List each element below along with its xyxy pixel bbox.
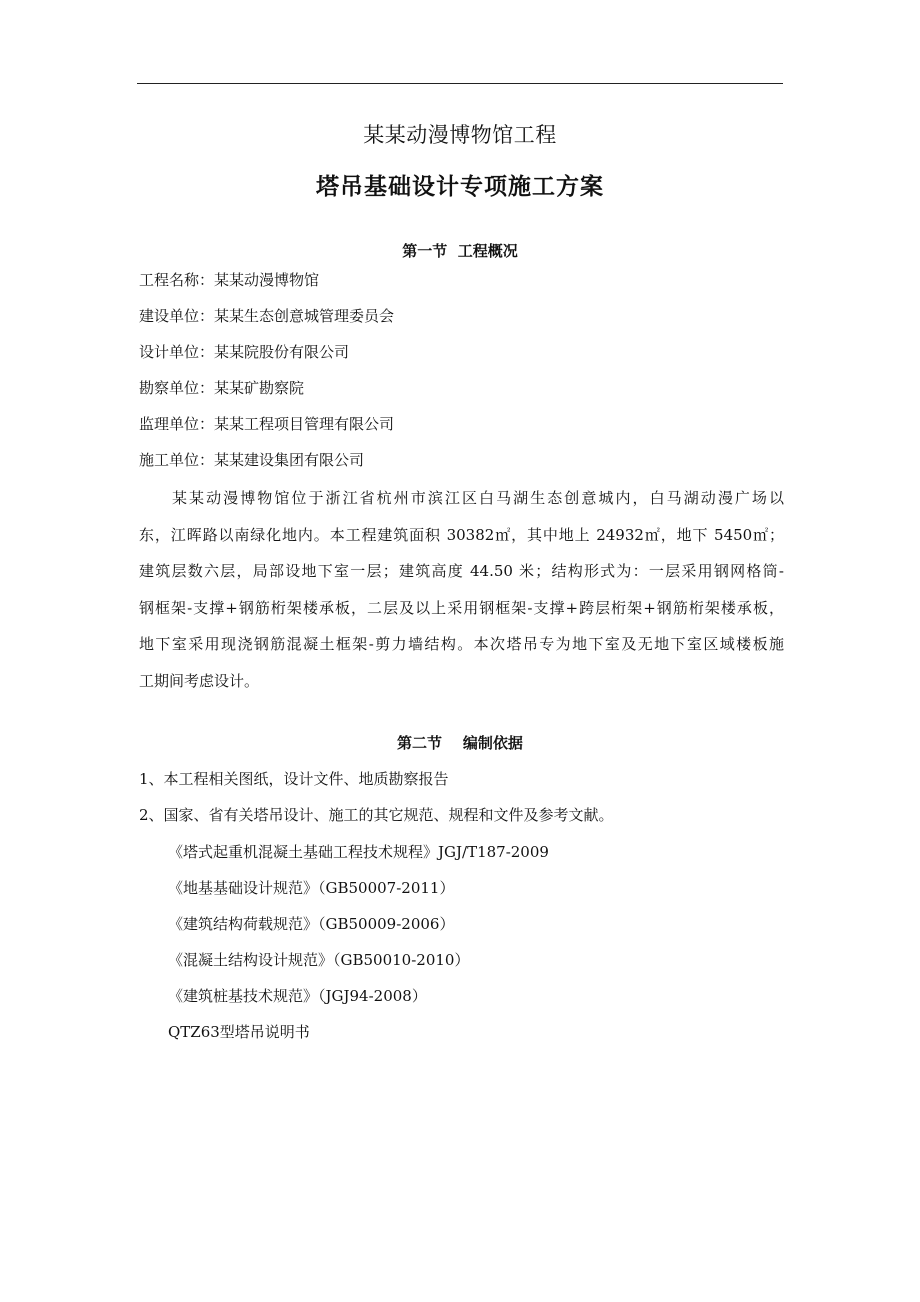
paragraph-line: 钢框架-支撑+钢筋桁架楼承板，二层及以上采用钢框架-支撑+跨层桁架+钢筋桁架楼承板， (139, 598, 784, 617)
reference-item: 《混凝土结构设计规范》（GB50010-2010） (168, 951, 470, 969)
paragraph-line: 某某动漫博物馆位于浙江省杭州市滨江区白马湖生态创意城内，白马湖动漫广场以 (172, 489, 784, 507)
paragraph-line: 工期间考虑设计。 (139, 671, 260, 690)
info-designer: 设计单位：某某院股份有限公司 (139, 343, 350, 361)
info-surveyor: 勘察单位：某某矿勘察院 (139, 379, 305, 397)
info-supervisor: 监理单位：某某工程项目管理有限公司 (139, 415, 395, 433)
info-client: 建设单位：某某生态创意城管理委员会 (139, 307, 395, 325)
reference-item: 《地基基础设计规范》（GB50007-2011） (168, 879, 455, 897)
info-contractor: 施工单位：某某建设集团有限公司 (139, 451, 365, 469)
header-rule (137, 83, 783, 84)
info-project-name: 工程名称：某某动漫博物馆 (139, 271, 320, 289)
overview-paragraph (139, 480, 784, 700)
section2-heading: 第二节 编制依据 (397, 734, 523, 752)
project-title: 某某动漫博物馆工程 (363, 123, 557, 147)
paragraph-line: 东，江晖路以南绿化地内。本工程建筑面积 30382㎡，其中地上 24932㎡，地下 5450㎡； (139, 525, 784, 544)
reference-item: 《建筑结构荷载规范》（GB50009-2006） (168, 915, 455, 933)
plan-title: 塔吊基础设计专项施工方案 (316, 174, 604, 200)
basis-item-1: 1、本工程相关图纸，设计文件、地质勘察报告 (139, 770, 449, 788)
reference-item: 《塔式起重机混凝土基础工程技术规程》JGJ/T187-2009 (168, 843, 549, 861)
basis-item-2: 2、国家、省有关塔吊设计、施工的其它规范、规程和文件及参考文献。 (139, 806, 614, 824)
paragraph-line: 建筑层数六层，局部设地下室一层；建筑高度 44.50 米；结构形式为：一层采用钢网格筒- (139, 562, 784, 581)
reference-item: QTZ63型塔吊说明书 (168, 1023, 310, 1041)
section1-heading: 第一节 工程概况 (402, 242, 518, 260)
reference-item: 《建筑桩基技术规范》（JGJ94-2008） (168, 987, 427, 1005)
paragraph-line: 地下室采用现浇钢筋混凝土框架-剪力墙结构。本次塔吊专为地下室及无地下室区域楼板施 (139, 635, 784, 654)
